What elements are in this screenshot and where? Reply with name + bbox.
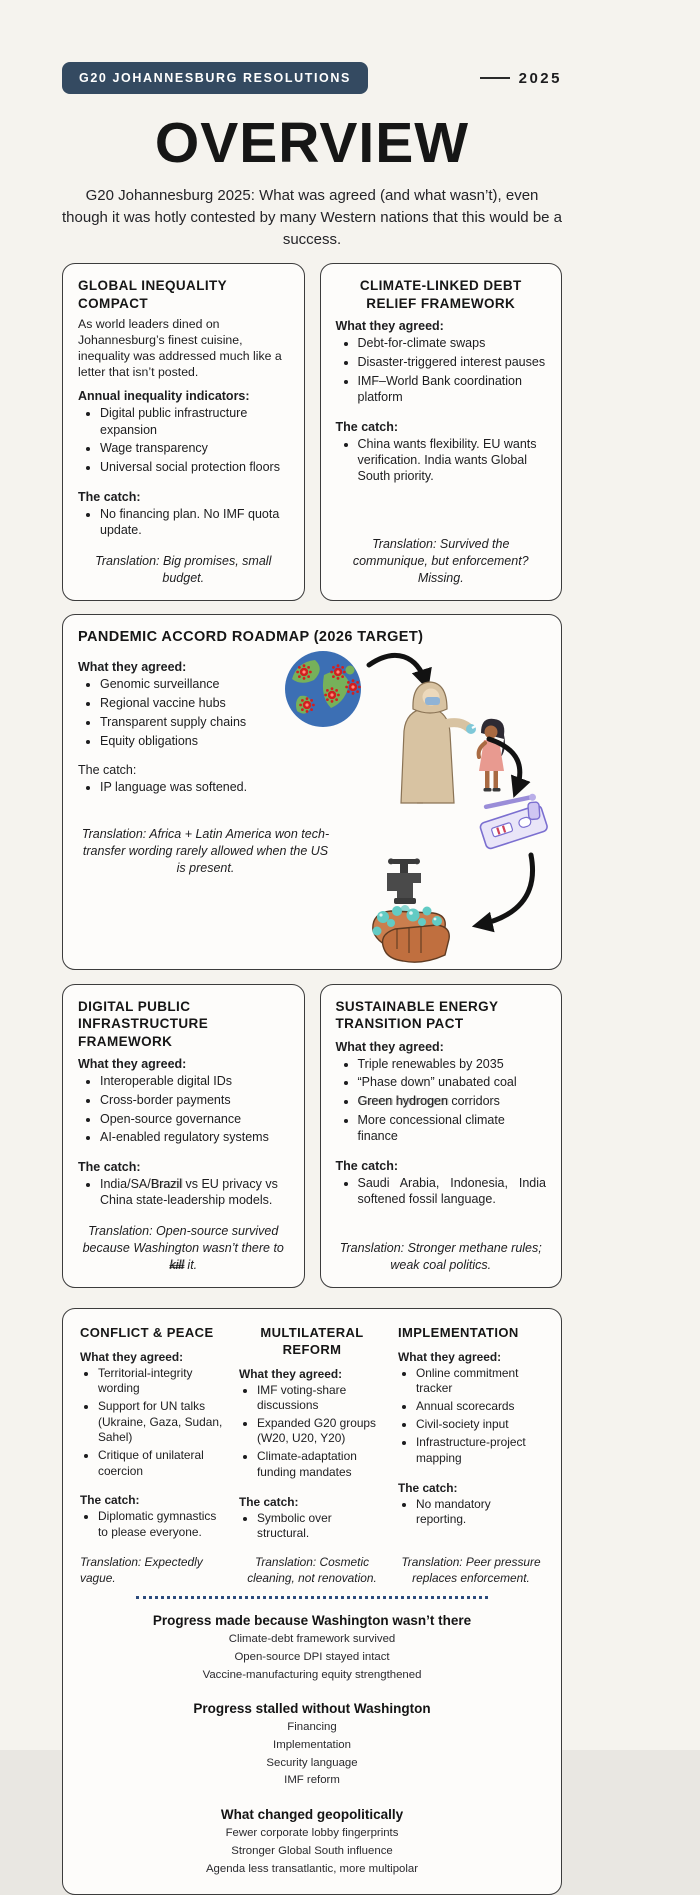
card-energy-transition — [320, 984, 563, 1288]
column-conflict-peace — [80, 1325, 226, 1587]
translation-note: Translation: Africa + Latin America won tech-transfer wording rarely allowed when the US is present. — [81, 827, 330, 875]
summary-item: Climate-debt framework survived — [228, 1633, 396, 1646]
year-label: 2025 — [518, 69, 562, 87]
list-item: • Genomic surveillance — [100, 676, 326, 692]
list-item: • AI-enabled regulatory systems — [100, 1129, 289, 1145]
summary-item: Agenda less transatlantic, more multipolar — [205, 1862, 419, 1875]
translation-note: Translation: Peer pressure replaces enforcement. — [401, 1555, 541, 1586]
list-item: • Green hydrogen corridors — [358, 1093, 547, 1109]
summary-item: Vaccine-manufacturing equity strengthened — [202, 1668, 422, 1681]
summary-item: IMF reform — [284, 1774, 340, 1787]
catch-label: The catch: — [239, 1494, 299, 1509]
agreed-list — [398, 1366, 544, 1469]
card-climate-debt — [320, 263, 563, 600]
list-item: • Disaster-triggered interest pauses — [358, 354, 547, 370]
agreed-list — [239, 1383, 385, 1483]
catch-label: The catch: — [335, 1158, 399, 1173]
agreed-label: What they agreed: — [78, 1057, 187, 1072]
list-item: • Cross-border payments — [100, 1092, 289, 1108]
summary-heading: Progress stalled without Washington — [193, 1701, 431, 1717]
translation-note: Translation: Big promises, small budget. — [95, 553, 272, 585]
list-item: • Universal social protection floors — [100, 459, 289, 475]
list-item: • Triple renewables by 2035 — [358, 1056, 547, 1072]
agreed-label: What they agreed: — [398, 1349, 502, 1364]
list-item: • Symbolic over structural. — [257, 1511, 385, 1542]
list-item: • Infrastructure-project mapping — [416, 1435, 544, 1466]
summary-heading: What changed geopolitically — [220, 1807, 404, 1823]
cards-row-2 — [62, 984, 562, 1288]
catch-list — [239, 1511, 385, 1544]
flow-arrow-icon — [479, 855, 533, 925]
catch-list — [80, 1509, 226, 1542]
dash-line — [480, 77, 510, 79]
covid-test-kit-icon — [474, 788, 548, 849]
card-title: SUSTAINABLE ENERGY TRANSITION PACT — [335, 998, 499, 1032]
list-item: • Digital public infrastructure expansion — [100, 405, 289, 438]
page-subtitle: G20 Johannesburg 2025: What was agreed (and what wasn’t), even though it was hotly contested by many Western nations that this would be a success. — [62, 187, 563, 248]
catch-list — [398, 1497, 544, 1530]
flow-arrow-icon — [369, 655, 426, 683]
page-title: OVERVIEW — [154, 111, 470, 175]
summary-item: Fewer corporate lobby fingerprints — [225, 1827, 399, 1840]
translation-note: Translation: Stronger methane rules; weak coal politics. — [339, 1241, 542, 1272]
card-title: DIGITAL PUBLIC INFRASTRUCTURE FRAMEWORK — [78, 998, 209, 1049]
indicators-label: Annual inequality indicators: — [78, 389, 250, 404]
smudged-word: kill — [169, 1257, 184, 1272]
card-title: GLOBAL INEQUALITY COMPACT — [78, 278, 227, 311]
smudged-word: Brazil — [150, 1177, 182, 1192]
catch-label: The catch: — [335, 419, 399, 434]
list-item: • Online commitment tracker — [416, 1366, 544, 1397]
agreed-list — [336, 335, 547, 408]
catch-label: The catch: — [80, 1493, 140, 1508]
summary-item: Implementation — [273, 1739, 351, 1752]
list-item: • Regional vaccine hubs — [100, 695, 326, 711]
column-title: CONFLICT & PEACE — [80, 1324, 214, 1340]
year-group — [480, 70, 562, 87]
agreed-label: What they agreed: — [80, 1349, 184, 1364]
column-title: MULTILATERAL REFORM — [260, 1324, 364, 1357]
card-title: CLIMATE-LINKED DEBT RELIEF FRAMEWORK — [359, 278, 522, 311]
list-item: • Civil-society input — [416, 1417, 544, 1432]
list-item: • Equity obligations — [100, 733, 326, 749]
catch-label: The catch: — [78, 1160, 141, 1175]
list-item: • More concessional climate finance — [358, 1112, 547, 1145]
catch-list — [336, 1175, 547, 1210]
catch-list — [78, 506, 289, 541]
summary-progress-stalled — [80, 1701, 544, 1790]
list-item: • IMF voting-share discussions — [257, 1383, 385, 1414]
summary-geopolitics — [80, 1807, 544, 1878]
list-item: • Saudi Arabia, Indonesia, India softened fossil language. — [358, 1175, 547, 1208]
catch-list — [336, 436, 547, 487]
handwashing-icon — [373, 858, 450, 962]
list-item: • India/SA/Brazil vs EU privacy vs China state-leadership models. — [100, 1176, 289, 1209]
list-item: • IP language was softened. — [100, 779, 326, 795]
list-item: • Critique of unilateral coercion — [98, 1448, 226, 1479]
list-item: • Transparent supply chains — [100, 714, 326, 730]
summary-item: Stronger Global South influence — [231, 1844, 393, 1857]
list-item: • Debt-for-climate swaps — [358, 335, 547, 351]
translation-note: Translation: Survived the communique, but enforcement? Missing. — [352, 536, 529, 585]
card-title: PANDEMIC ACCORD ROADMAP (2026 TARGET) — [78, 628, 424, 645]
catch-list — [78, 1176, 289, 1211]
cards-row-1 — [62, 263, 562, 600]
globe-virus-icon — [285, 651, 361, 727]
indicators-list — [78, 405, 289, 478]
list-item: • “Phase down” unabated coal — [358, 1074, 547, 1090]
summary-columns — [80, 1325, 544, 1587]
column-title: IMPLEMENTATION — [398, 1324, 519, 1340]
list-item: • Open-source governance — [100, 1111, 289, 1127]
list-item: • China wants flexibility. EU wants verification. India wants Global South priority. — [358, 436, 547, 485]
pandemic-illustration — [283, 643, 559, 965]
list-item: • Support for UN talks (Ukraine, Gaza, Sudan, Sahel) — [98, 1399, 226, 1445]
summary-heading: Progress made because Washington wasn’t there — [152, 1613, 472, 1629]
agreed-list — [80, 1366, 226, 1482]
agreed-label: What they agreed: — [335, 1039, 444, 1054]
agreed-list — [78, 1073, 289, 1148]
catch-label: The catch: — [398, 1480, 458, 1495]
list-item: • Territorial-integrity wording — [98, 1366, 226, 1397]
column-multilateral-reform — [239, 1325, 385, 1587]
swab-test-icon — [401, 682, 505, 803]
smudged-word: Green hydrogen — [357, 1094, 448, 1109]
card-digital-infrastructure — [62, 984, 305, 1288]
list-item: • IMF–World Bank coordination platform — [358, 373, 547, 406]
agreed-label: What they agreed: — [335, 319, 444, 334]
content-column — [62, 0, 562, 1895]
column-implementation — [398, 1325, 544, 1587]
summary-item: Financing — [287, 1721, 337, 1734]
summary-progress-made — [80, 1613, 544, 1684]
translation-note: Translation: Open-source survived because Washington wasn’t there to kill it. — [82, 1224, 284, 1272]
catch-label: The catch: — [78, 763, 137, 778]
list-item: • Climate-adaptation funding mandates — [257, 1449, 385, 1480]
header — [62, 62, 562, 94]
catch-label: The catch: — [78, 489, 141, 504]
agreed-list — [336, 1056, 547, 1147]
translation-note: Translation: Cosmetic cleaning, not renovation. — [247, 1555, 377, 1586]
translation-note: Translation: Expectedly vague. — [80, 1555, 203, 1586]
summary-item: Open-source DPI stayed intact — [234, 1651, 390, 1664]
list-item: • Diplomatic gymnastics to please everyone. — [98, 1509, 226, 1540]
list-item: • No mandatory reporting. — [416, 1497, 544, 1528]
agreed-label: What they agreed: — [78, 660, 187, 675]
list-item: • Expanded G20 groups (W20, U20, Y20) — [257, 1416, 385, 1447]
card-global-inequality — [62, 263, 305, 600]
card-pandemic-accord — [62, 614, 562, 970]
list-item: • Wage transparency — [100, 440, 289, 456]
card-summary — [62, 1308, 562, 1895]
summary-item: Security language — [266, 1756, 358, 1769]
agreed-label: What they agreed: — [239, 1366, 343, 1381]
list-item: • No financing plan. No IMF quota update. — [100, 506, 289, 539]
title-badge: G20 JOHANNESBURG RESOLUTIONS — [62, 62, 368, 94]
dotted-divider — [136, 1596, 489, 1599]
list-item: • Annual scorecards — [416, 1399, 544, 1414]
card-intro: As world leaders dined on Johannesburg’s finest cuisine, inequality was addressed much like a letter that isn’t posted. — [78, 317, 282, 380]
list-item: • Interoperable digital IDs — [100, 1073, 289, 1089]
